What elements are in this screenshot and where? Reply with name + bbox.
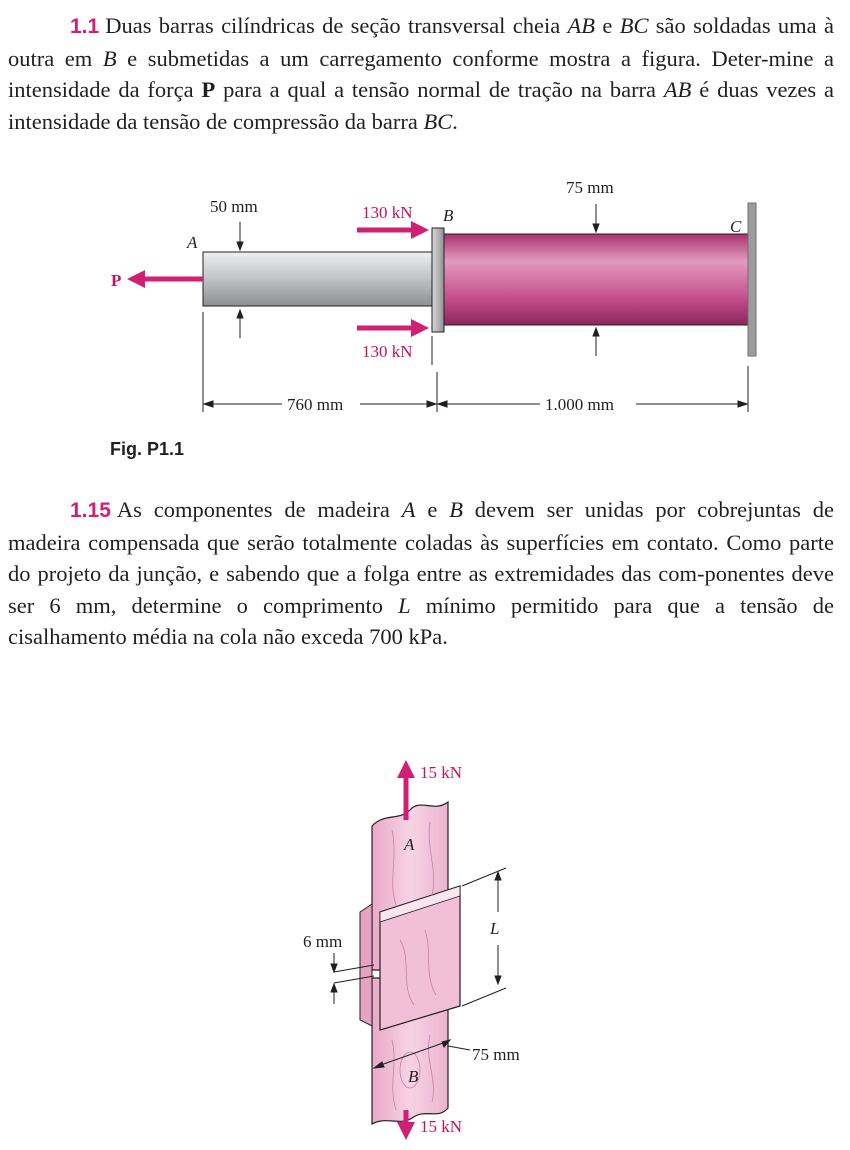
label-75mm-width: 75 mm [472, 1045, 520, 1064]
label-130kn-bottom: 130 kN [362, 342, 413, 361]
label-l: L [490, 919, 500, 938]
label-130kn-top: 130 kN [362, 203, 413, 222]
problem-number: 1.15 [70, 499, 111, 522]
label-c: C [730, 217, 742, 236]
label-wood-a: A [404, 835, 415, 854]
label-wood-b: B [408, 1067, 419, 1086]
label-b: B [443, 206, 454, 225]
label-15kn-top: 15 kN [420, 763, 463, 782]
label-p: P [111, 271, 122, 290]
label-a: A [187, 233, 198, 252]
figure-caption: Fig. P1.1 [110, 439, 185, 459]
label-15kn-bottom: 15 kN [420, 1117, 463, 1136]
label-50mm: 50 mm [210, 197, 258, 216]
problem-text: Duas barras cilíndricas de seção transversal cheia AB e BC são soldadas uma à outra em B e submetidas a um carregamento conforme mostra a figura. Deter-mine a intensidade da força P para a qual a tensão normal de tração na barra AB é duas vezes a intensidade da tensão de compressão da barra BC. [8, 13, 835, 134]
splice-plate-back [360, 904, 372, 1026]
problem-text: As componentes de madeira A e B devem ser unidas por cobrejuntas de madeira compensada que serão totalmente coladas às superfícies em contato. Como parte do projeto da junção, e sabendo que a folga entre as extremidades das com-ponentes deve ser 6 mm, determine o comprimento L mínimo permitido para que a tensão de cisalhamento média na cola não exceda 700 kPa. [8, 497, 834, 649]
problem-number: 1.1 [70, 15, 100, 38]
label-1000mm: 1.000 mm [545, 395, 614, 414]
label-760mm: 760 mm [287, 395, 344, 414]
label-75mm: 75 mm [566, 178, 614, 197]
label-6mm: 6 mm [303, 932, 343, 951]
